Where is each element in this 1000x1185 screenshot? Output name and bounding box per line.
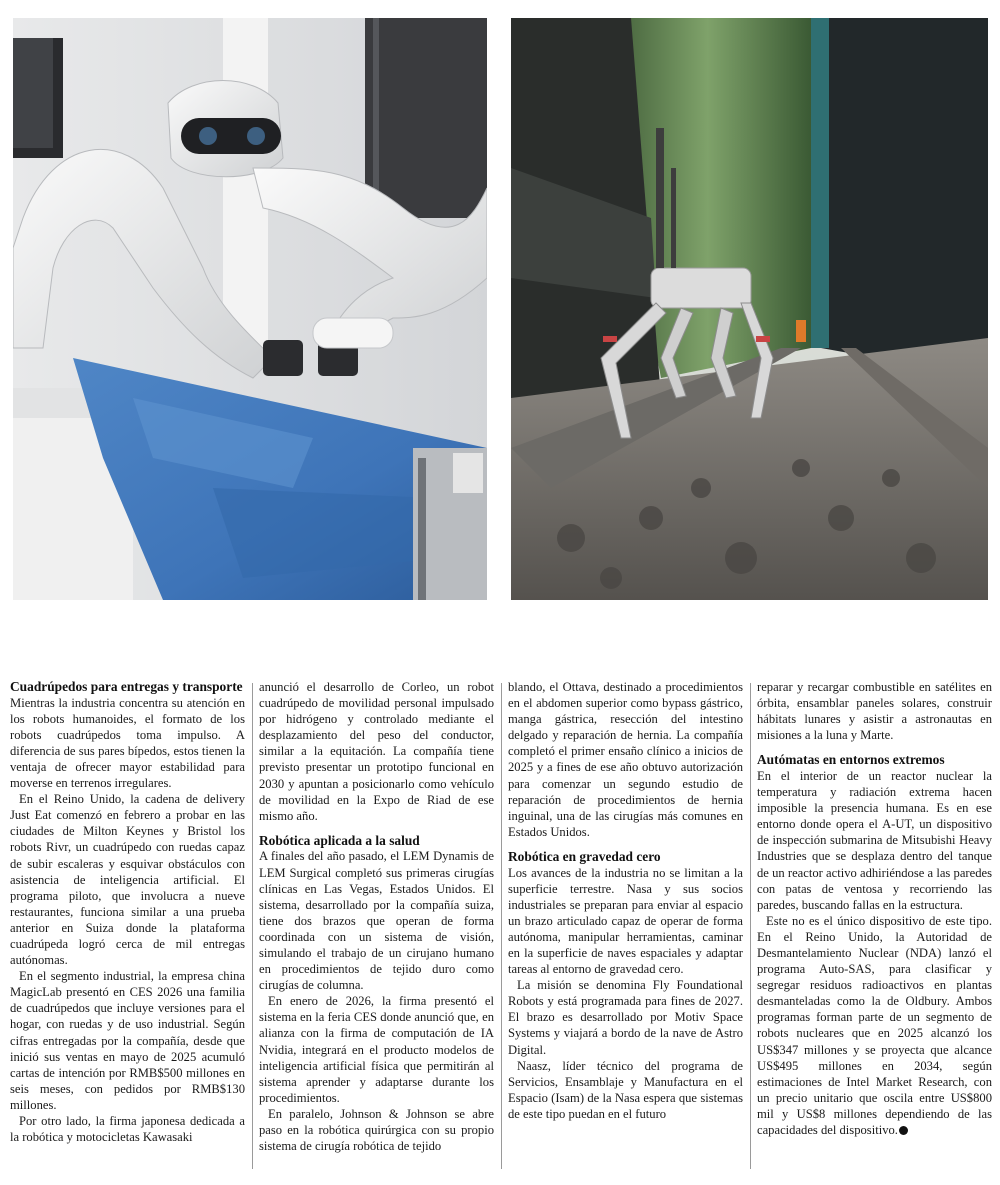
end-of-article-icon bbox=[899, 1126, 908, 1135]
paragraph-text: Este no es el único dispositivo de este tipo. En el Reino Unido, la Autoridad de Desmantelamiento Nuclear (NDA) lanzó el programa Auto-SAS, para clasificar y segregar residuos radioactivos en plantas desmanteladas como la de Oldbury. Ambos programas forman parte de un segmento de robots nucleares que en 2025 alcanzó los US$347 millones y se proyecta que alcance US$495 millones en 2034, según estimaciones de Intel Market Research, con un precio unitario que oscila entre US$800 mil y US$8 millones dependiendo de las capacidades del dispositivo. bbox=[757, 913, 992, 1138]
paragraph: blando, el Ottava, destinado a procedimientos en el abdomen superior como bypass gástrico, manga gástrica, resección del intestino delgado y reparación de hernia. La compañía completó el primer ensaño clínico a inicios de 2025 y a fines de ese año obtuvo autorización para comenzar un segundo estudio de reparación de procedimientos de hernia inguinal, una de las cirugías más comunes en Estados Unidos. bbox=[508, 680, 743, 839]
paragraph: Por otro lado, la firma japonesa dedicada a la robótica y motocicletas Kawasaki bbox=[10, 1114, 245, 1145]
quadruped-robot-rail-photo bbox=[511, 18, 988, 600]
column-divider bbox=[750, 683, 751, 1169]
column-divider bbox=[252, 683, 253, 1169]
paragraph: En paralelo, Johnson & Johnson se abre paso en la robótica quirúrgica con su propio sistema de cirugía robótica de tejido bbox=[259, 1106, 494, 1154]
article-column-2 bbox=[259, 679, 494, 1177]
section-heading-gravedad-cero: Robótica en gravedad cero bbox=[508, 848, 661, 864]
quadruped-robot-illustration bbox=[511, 18, 988, 600]
paragraph: En el segmento industrial, la empresa china MagicLab presentó en CES 2026 una familia de cuadrúpedos que incluye versiones para el hogar, con ruedas y de uso industrial. Según cifras entregadas por la compañía, desde que inició sus ventas en mayo de 2025 acumuló cartas de intención por RMB$500 millones en seis meses, con pedidos por RMB$130 millones. bbox=[10, 969, 245, 1112]
paragraph: Mientras la industria concentra su atención en los robots humanoides, el formato de los robots cuadrúpedos toma impulso. A diferencia de sus pares bípedos, estos tienen la ventaja de ofrecer mayor estabilidad para moverse en terrenos irregulares. bbox=[10, 695, 245, 791]
paragraph: Los avances de la industria no se limitan a la superficie terrestre. Nasa y sus socios industriales se preparan para enviar al espacio un brazo articulado capaz de operar de forma autónoma, manipular herramientas, caminar en la superficie de naves espaciales y adaptar tareas al entorno de gravedad cero. bbox=[508, 865, 743, 977]
paragraph: En el Reino Unido, la cadena de delivery Just Eat comenzó en febrero a probar en las ciudades de Milton Keynes y Bristol los robots Rivr, un cuadrúpedo con ruedas capaz de subir escaleras y esquivar obstáculos con asistencia de inteligencia artificial. El programa piloto, que involucra a nueve restaurantes, funciona similar a una prueba anterior en Suiza donde la plataforma cuadrúpeda logró cerca de mil entregas autónomas. bbox=[10, 792, 245, 968]
section-heading-cuadrupedos: Cuadrúpedos para entregas y transporte bbox=[10, 679, 243, 694]
column-divider bbox=[501, 683, 502, 1169]
section-heading-entornos-extremos: Autómatas en entornos extremos bbox=[757, 752, 945, 768]
paragraph bbox=[757, 913, 992, 1138]
paragraph: A finales del año pasado, el LEM Dynamis de LEM Surgical completó sus primeras cirugías clínicas en Las Vegas, Estados Unidos. El sistema, desarrollado por la compañía suiza, tiene dos brazos que operan de forma coordinada con un sistema de visión, simulando el trabajo de un cirujano humano en procedimientos de tejido duro como cirugías de columna. bbox=[259, 849, 494, 993]
surgical-robot-illustration bbox=[13, 18, 487, 600]
paragraph: reparar y recargar combustible en satélites en órbita, ensamblar paneles solares, construir hábitats lunares y asistir a astronautas en misiones a la luna y Marte. bbox=[757, 680, 992, 743]
paragraph: En el interior de un reactor nuclear la temperatura y radiación extrema hacen imposible la presencia humana. Es en ese entorno donde opera el A-UT, un dispositivo de inspección submarina de Mitsubishi Heavy Industries que se desplaza dentro del tanque de un reactor activo adhiriéndose a las paredes con patas de ventosa y recorriendo las paredes, buscando fallas en la estructura. bbox=[757, 768, 992, 912]
paragraph: anunció el desarrollo de Corleo, un robot cuadrúpedo de movilidad personal impulsado por hidrógeno y controlado mediante el desplazamiento del peso del conductor, similar a la equitación. La compañía tiene previsto presentar un prototipo funcional en 2030 y apuntan a posicionarlo como vehículo de movilidad en la Expo de Riad de ese mismo año. bbox=[259, 680, 494, 823]
article-column-4 bbox=[757, 679, 992, 1177]
paragraph: Naasz, líder técnico del programa de Servicios, Ensamblaje y Manufactura en el Espacio (Isam) de la Nasa espera que sistemas de este tipo puedan en el futuro bbox=[508, 1058, 743, 1121]
paragraph: En enero de 2026, la firma presentó el sistema en la feria CES donde anunció que, en alianza con la firma de computación de IA Nvidia, integrará en el producto modelos de inteligencia artificial física que permitirán al sistema aprender y adaptarse durante los procedimientos. bbox=[259, 994, 494, 1105]
article-column-3 bbox=[508, 679, 743, 1177]
paragraph: La misión se denomina Fly Foundational Robots y está programada para fines de 2027. El brazo es desarrollado por Motiv Space Systems y viajará a bordo de la nave de Astro Digital. bbox=[508, 978, 743, 1057]
section-heading-salud: Robótica aplicada a la salud bbox=[259, 832, 420, 848]
article-body bbox=[10, 679, 990, 1179]
article-column-1 bbox=[10, 679, 245, 1177]
surgical-robot-arms-photo bbox=[13, 18, 487, 600]
